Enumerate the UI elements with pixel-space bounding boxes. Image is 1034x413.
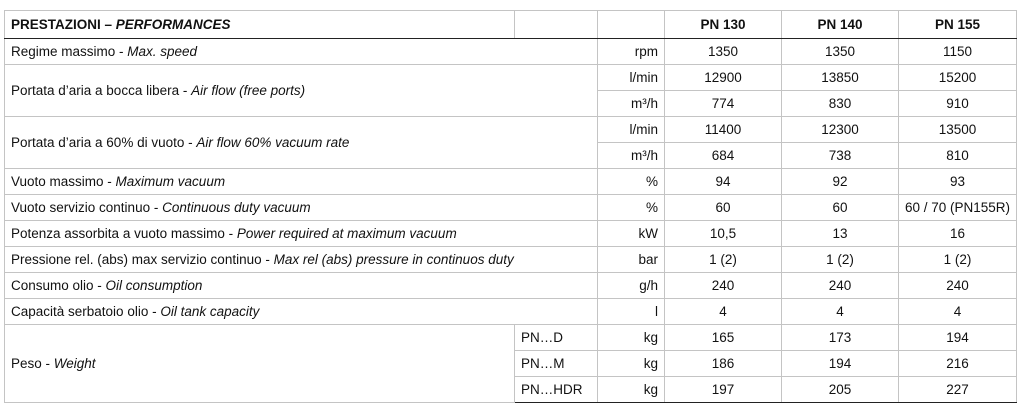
value-cell: 1350: [782, 39, 899, 65]
value-cell: 4: [899, 299, 1017, 325]
parameter-label: [5, 195, 598, 221]
value-cell: 1 (2): [782, 247, 899, 273]
value-cell: 15200: [899, 65, 1017, 91]
value-cell: 194: [899, 325, 1017, 351]
value-cell: 810: [899, 143, 1017, 169]
unit-cell: l/min: [598, 117, 665, 143]
value-cell: 830: [782, 91, 899, 117]
unit-cell: bar: [598, 247, 665, 273]
label-english: Weight: [53, 356, 96, 371]
label-english: Air flow 60% vacuum rate: [196, 135, 350, 150]
title-italian: PRESTAZIONI –: [11, 17, 116, 32]
unit-cell: m³/h: [598, 143, 665, 169]
value-cell: 205: [782, 377, 899, 403]
value-cell: 60: [782, 195, 899, 221]
value-cell: 13: [782, 221, 899, 247]
value-cell: 13500: [899, 117, 1017, 143]
value-cell: 1 (2): [899, 247, 1017, 273]
table-row: [5, 221, 1017, 247]
parameter-label: [5, 299, 598, 325]
variant-cell: PN…HDR: [515, 377, 598, 403]
parameter-label: [5, 273, 598, 299]
unit-cell: rpm: [598, 39, 665, 65]
value-cell: 186: [665, 351, 782, 377]
label-italian: Peso -: [11, 356, 54, 371]
value-cell: 216: [899, 351, 1017, 377]
value-cell: 1 (2): [665, 247, 782, 273]
unit-cell: l/min: [598, 65, 665, 91]
unit-cell: m³/h: [598, 91, 665, 117]
variant-cell: PN…D: [515, 325, 598, 351]
value-cell: 16: [899, 221, 1017, 247]
value-cell: 1150: [899, 39, 1017, 65]
empty-cell: [598, 11, 665, 39]
label-italian: Portata d’aria a bocca libera -: [11, 83, 192, 98]
value-cell: 774: [665, 91, 782, 117]
variant-cell: PN…M: [515, 351, 598, 377]
value-cell: 240: [782, 273, 899, 299]
label-italian: Consumo olio -: [11, 278, 106, 293]
unit-cell: kg: [598, 351, 665, 377]
parameter-label: [5, 117, 598, 169]
unit-cell: kW: [598, 221, 665, 247]
value-cell: 240: [899, 273, 1017, 299]
value-cell: 10,5: [665, 221, 782, 247]
parameter-label: [5, 325, 515, 403]
unit-cell: l: [598, 299, 665, 325]
label-italian: Vuoto massimo -: [11, 174, 116, 189]
label-italian: Regime massimo -: [11, 44, 128, 59]
value-cell: 684: [665, 143, 782, 169]
value-cell: 60: [665, 195, 782, 221]
unit-cell: %: [598, 169, 665, 195]
label-english: Continuous duty vacuum: [162, 200, 311, 215]
value-cell: 4: [665, 299, 782, 325]
value-cell: 197: [665, 377, 782, 403]
empty-cell: [515, 11, 598, 39]
model-header-pn140: PN 140: [782, 11, 899, 39]
label-english: Oil consumption: [105, 278, 203, 293]
label-english: Air flow (free ports): [191, 83, 306, 98]
model-header-pn130: PN 130: [665, 11, 782, 39]
table-row: [5, 299, 1017, 325]
label-italian: Vuoto servizio continuo -: [11, 200, 163, 215]
value-cell: 12300: [782, 117, 899, 143]
label-italian: Potenza assorbita a vuoto massimo -: [11, 226, 237, 241]
label-english: Max rel (abs) pressure in continuos duty: [273, 252, 514, 267]
value-cell: 738: [782, 143, 899, 169]
value-cell: 194: [782, 351, 899, 377]
title-english: PERFORMANCES: [115, 17, 231, 32]
value-cell: 94: [665, 169, 782, 195]
value-cell: 92: [782, 169, 899, 195]
value-cell: 60 / 70 (PN155R): [899, 195, 1017, 221]
table-row: [5, 169, 1017, 195]
parameter-label: [5, 247, 598, 273]
unit-cell: %: [598, 195, 665, 221]
value-cell: 93: [899, 169, 1017, 195]
table-row: [5, 195, 1017, 221]
table-row: [5, 117, 1017, 143]
value-cell: 173: [782, 325, 899, 351]
label-italian: Pressione rel. (abs) max servizio continuo -: [11, 252, 274, 267]
label-english: Oil tank capacity: [160, 304, 260, 319]
label-english: Maximum vacuum: [115, 174, 226, 189]
value-cell: 910: [899, 91, 1017, 117]
value-cell: 227: [899, 377, 1017, 403]
parameter-label: [5, 39, 598, 65]
parameter-label: [5, 65, 598, 117]
label-english: Power required at maximum vacuum: [236, 226, 457, 241]
table-row: [5, 273, 1017, 299]
performance-table: [4, 10, 1017, 403]
table-title: [5, 11, 515, 39]
header-row: [5, 11, 1017, 39]
value-cell: 12900: [665, 65, 782, 91]
value-cell: 165: [665, 325, 782, 351]
unit-cell: kg: [598, 377, 665, 403]
table-row: [5, 325, 1017, 351]
table-row: [5, 247, 1017, 273]
label-english: Max. speed: [127, 44, 198, 59]
model-header-pn155: PN 155: [899, 11, 1017, 39]
value-cell: 4: [782, 299, 899, 325]
unit-cell: kg: [598, 325, 665, 351]
unit-cell: g/h: [598, 273, 665, 299]
parameter-label: [5, 221, 598, 247]
table-row: [5, 39, 1017, 65]
parameter-label: [5, 169, 598, 195]
value-cell: 13850: [782, 65, 899, 91]
table-row: [5, 65, 1017, 91]
label-italian: Capacità serbatoio olio -: [11, 304, 161, 319]
label-italian: Portata d’aria a 60% di vuoto -: [11, 135, 197, 150]
value-cell: 11400: [665, 117, 782, 143]
value-cell: 1350: [665, 39, 782, 65]
value-cell: 240: [665, 273, 782, 299]
